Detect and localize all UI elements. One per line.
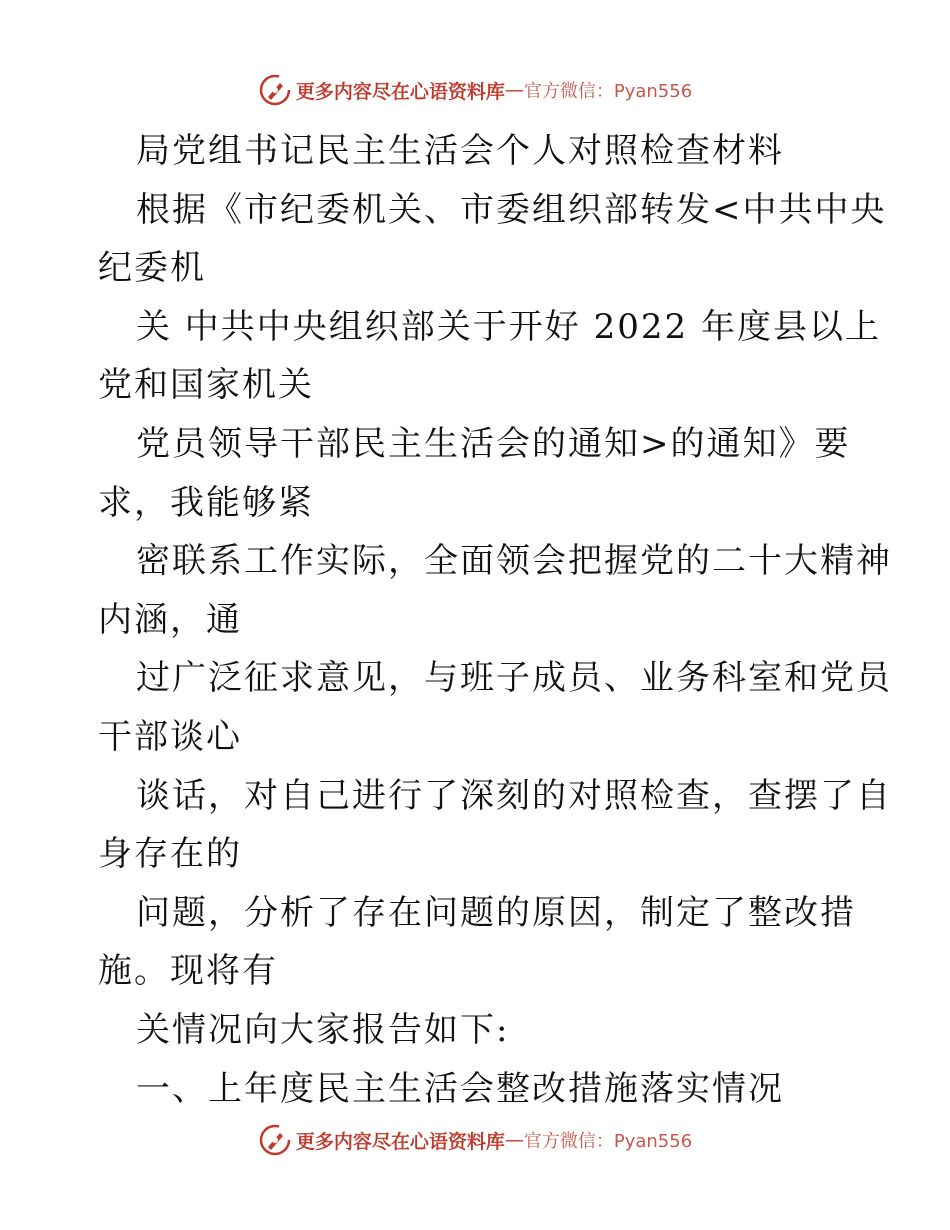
paragraph-line: 问题，分析了存在问题的原因，制定了整改措	[136, 892, 856, 933]
paragraph-line: 身存在的	[98, 834, 242, 875]
paragraph-line: 求，我能够紧	[98, 482, 314, 523]
pen-circle-logo-icon	[258, 1123, 292, 1157]
paragraph-line: 关情况向大家报告如下:	[136, 1009, 510, 1050]
watermark-wechat-text: 官方微信：Pyan556	[523, 81, 693, 102]
paragraph-line: 党和国家机关	[98, 365, 314, 406]
paragraph-line: 过广泛征求意见，与班子成员、业务科室和党员	[136, 658, 892, 699]
section-heading: 一、上年度民主生活会整改措施落实情况	[136, 1068, 784, 1109]
watermark-site-text: 更多内容尽在心语资料库	[295, 1130, 505, 1153]
footer-watermark	[0, 1120, 950, 1160]
paragraph-line: 干部谈心	[98, 716, 242, 757]
paragraph-line: 谈话，对自己进行了深刻的对照检查，查摆了自	[136, 775, 892, 816]
watermark-separator: —	[504, 79, 524, 101]
watermark-site-text: 更多内容尽在心语资料库	[295, 80, 505, 103]
header-watermark-content	[258, 73, 692, 107]
paragraph-line: 纪委机	[98, 248, 206, 289]
paragraph-line: 党员领导干部民主生活会的通知>的通知》要	[136, 423, 851, 464]
header-watermark	[0, 70, 950, 110]
paragraph-line: 关 中共中央组织部关于开好 2022 年度县以上	[136, 306, 881, 347]
pen-circle-logo-icon	[258, 73, 292, 107]
paragraph-line: 根据《市纪委机关、市委组织部转发<中共中央	[136, 189, 887, 230]
watermark-separator: —	[504, 1129, 524, 1151]
document-title: 局党组书记民主生活会个人对照检查材料	[136, 131, 784, 171]
paragraph-line: 密联系工作实际，全面领会把握党的二十大精神	[136, 541, 892, 582]
watermark-wechat-text: 官方微信：Pyan556	[523, 1131, 693, 1152]
paragraph-line: 施。现将有	[98, 951, 278, 992]
paragraph-line: 内涵，通	[98, 599, 242, 640]
footer-watermark-content	[258, 1123, 692, 1157]
document-body	[98, 122, 898, 1118]
